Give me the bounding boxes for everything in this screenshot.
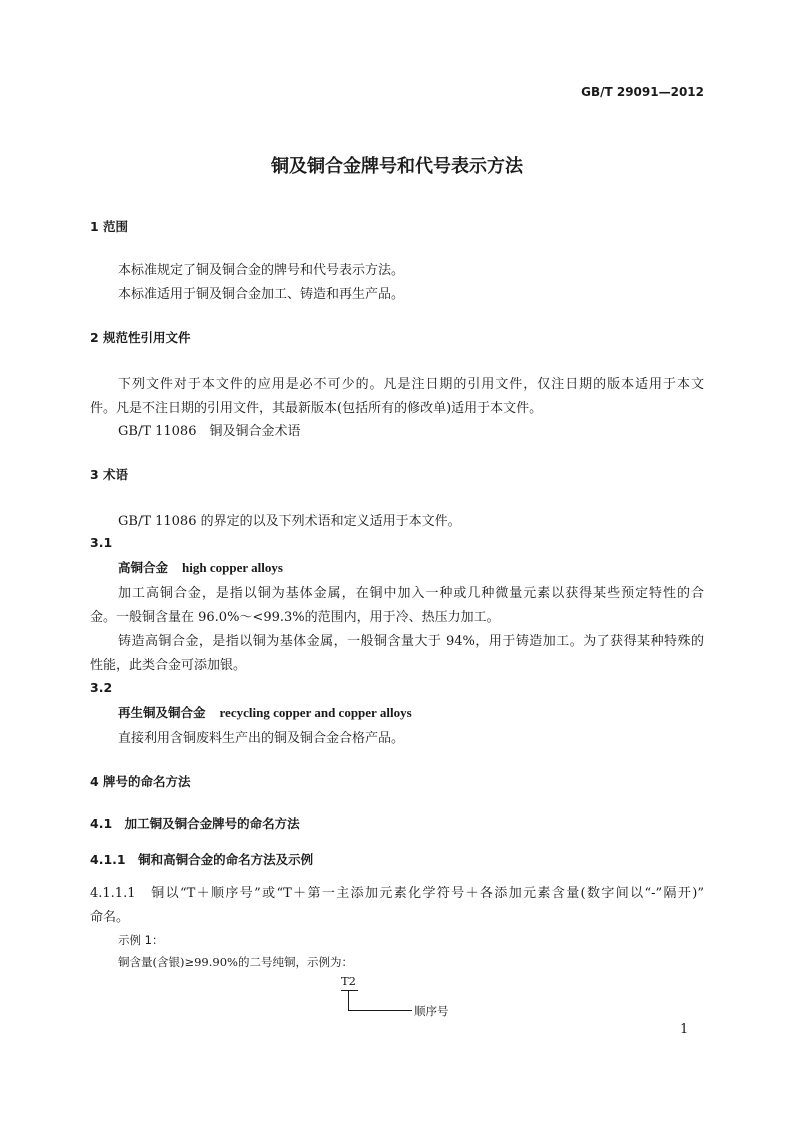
diagram-horizontal-line	[348, 1010, 412, 1011]
section-4-heading: 4 牌号的命名方法	[90, 774, 191, 789]
clause-4-1-1-1-line-1: 4.1.1.1 铜以“T＋顺序号”或“T＋第一主添加元素化学符号＋各添加元素含量(数字间以“-”隔开)”	[90, 886, 704, 901]
term-3-2-def: 直接利用含铜废料生产出的铜及铜合金合格产品。	[118, 731, 405, 746]
term-3-1-def-1-line-1: 加工高铜合金，是指以铜为基体金属，在铜中加入一种或几种微量元素以获得某些预定特性的合	[118, 586, 704, 601]
diagram-underline	[341, 990, 358, 991]
term-3-1-en: high copper alloys	[182, 560, 283, 575]
term-3-1-number: 3.1	[90, 535, 113, 550]
section-1-para-1: 本标准规定了铜及铜合金的牌号和代号表示方法。	[118, 263, 405, 278]
term-3-1-zh: 高铜合金	[118, 560, 169, 575]
section-3-heading: 3 术语	[90, 467, 129, 482]
diagram-vertical-line	[348, 990, 349, 1010]
page-number: 1	[680, 1022, 689, 1037]
term-3-1-def-2-line-2: 性能，此类合金可添加银。	[90, 658, 247, 673]
section-3-intro: GB/T 11086 的界定的以及下列术语和定义适用于本文件。	[118, 514, 461, 529]
example-text: 铜含量(含银)≥99.90%的二号纯铜，示例为：	[118, 955, 353, 969]
document-title: 铜及铜合金牌号和代号表示方法	[271, 156, 523, 177]
term-3-2-title	[118, 703, 412, 721]
term-3-1-def-2-line-1: 铸造高铜合金，是指以铜为基体金属，一般铜含量大于 94%，用于铸造加工。为了获得某种特殊的	[118, 634, 704, 649]
section-1-heading: 1 范围	[90, 219, 129, 234]
standard-number: GB/T 29091—2012	[581, 85, 704, 99]
section-2-para-line-1: 下列文件对于本文件的应用是必不可少的。凡是注日期的引用文件，仅注日期的版本适用于本文	[118, 377, 704, 392]
section-4-1-1-heading: 4.1.1 铜和高铜合金的命名方法及示例	[90, 852, 314, 867]
diagram-label: 顺序号	[414, 1004, 449, 1018]
term-3-1-def-1-line-2: 金。一般铜含量在 96.0%～<99.3%的范围内，用于冷、热压力加工。	[90, 610, 500, 625]
normative-reference: GB/T 11086 铜及铜合金术语	[118, 424, 301, 439]
diagram-code: T2	[341, 974, 356, 988]
section-2-para-line-2: 件。凡是不注日期的引用文件，其最新版本(包括所有的修改单)适用于本文件。	[90, 401, 543, 416]
term-3-2-zh: 再生铜及铜合金	[118, 705, 206, 720]
term-3-1-title	[118, 558, 283, 576]
clause-4-1-1-1-line-2: 命名。	[90, 910, 130, 925]
section-2-heading: 2 规范性引用文件	[90, 330, 191, 345]
section-1-para-2: 本标准适用于铜及铜合金加工、铸造和再生产品。	[118, 287, 405, 302]
example-label: 示例 1：	[118, 933, 164, 947]
section-4-1-heading: 4.1 加工铜及铜合金牌号的命名方法	[90, 816, 300, 831]
term-3-2-en: recycling copper and copper alloys	[219, 705, 412, 720]
term-3-2-number: 3.2	[90, 680, 113, 695]
